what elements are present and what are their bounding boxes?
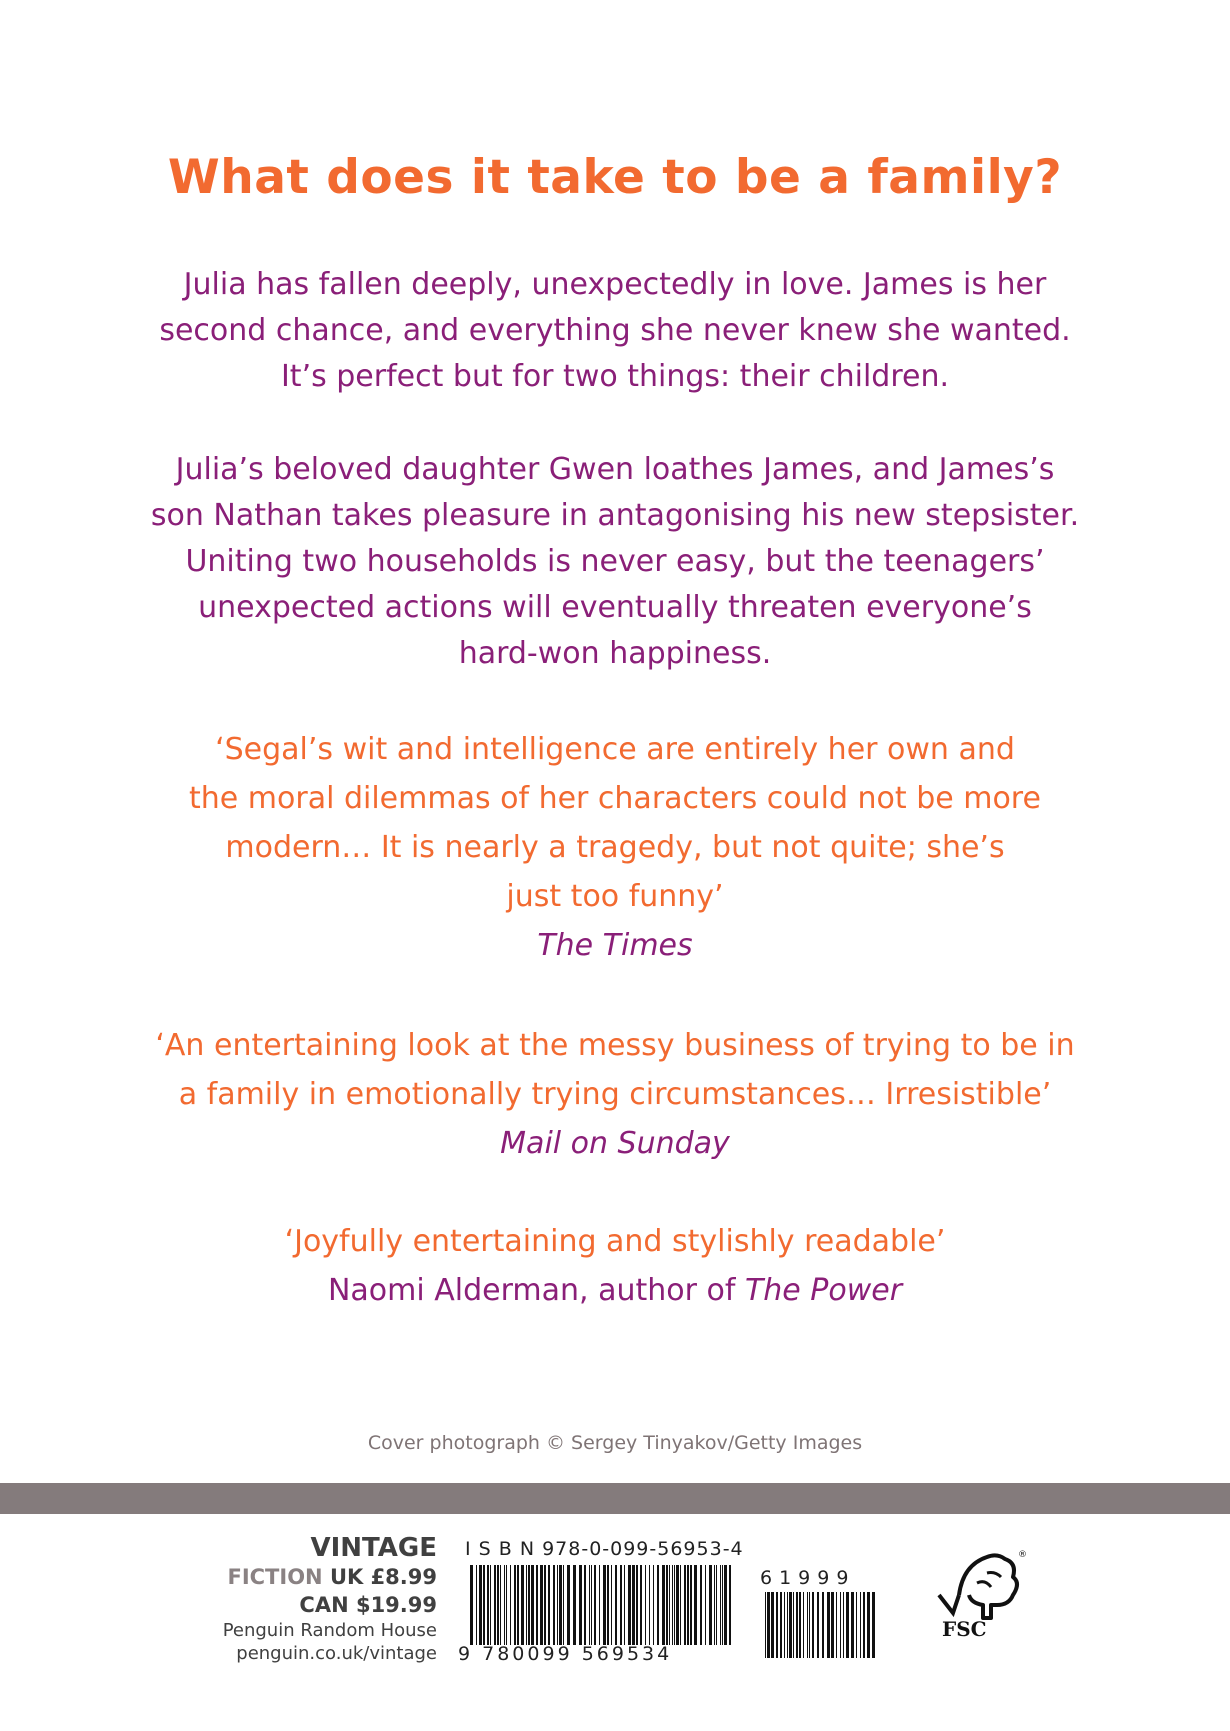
barcode-bar [807, 1592, 808, 1658]
barcode-bar [476, 1565, 477, 1645]
barcode-bar [690, 1565, 692, 1645]
blurb-line: Uniting two households is never easy, but the teenagers’ [185, 544, 1045, 579]
blurb-line: son Nathan takes pleasure in antagonising his new stepsister. [150, 498, 1080, 533]
blurb-line: second chance, and everything she never knew she wanted. [159, 313, 1071, 348]
barcode-bar [649, 1565, 650, 1645]
barcode-bar [611, 1565, 612, 1645]
barcode-bar [720, 1565, 721, 1645]
barcode-bar [700, 1565, 702, 1645]
review-quote-times [80, 725, 1150, 970]
barcode-bar [666, 1565, 668, 1645]
barcode-bar [836, 1592, 837, 1658]
barcode-bar [536, 1565, 538, 1645]
barcode-bar [615, 1565, 617, 1645]
barcode-bar [607, 1565, 609, 1645]
barcode-bar [851, 1592, 854, 1658]
barcode-bar [636, 1565, 638, 1645]
quote-source: The Times [537, 928, 693, 963]
blurb-line: Julia has fallen deeply, unexpectedly in love. James is her [183, 267, 1047, 302]
barcode-bar [531, 1565, 534, 1645]
publisher-url: penguin.co.uk/vintage [236, 1643, 437, 1664]
barcode-bar [799, 1592, 801, 1658]
barcode-bar [860, 1592, 861, 1658]
barcode-bar [517, 1565, 519, 1645]
price-addon-digits: 61999 [760, 1567, 856, 1589]
barcode-bar [494, 1565, 496, 1645]
barcode-bar [653, 1565, 654, 1645]
price-uk-row [150, 1563, 437, 1591]
barcode-bar [840, 1592, 841, 1658]
review-quote-naomi-alderman [80, 1217, 1150, 1315]
imprint-name: VINTAGE [310, 1533, 437, 1563]
barcode-bar [780, 1592, 782, 1658]
blurb-line: It’s perfect but for two things: their children. [280, 359, 950, 394]
quote-line: ‘Segal’s wit and intelligence are entirely her own and [215, 732, 1015, 767]
publisher-name: Penguin Random House [222, 1620, 437, 1641]
barcode-bar [684, 1565, 686, 1645]
registered-mark: ® [1018, 1550, 1027, 1560]
barcode-bar [709, 1565, 712, 1645]
barcode-bar [490, 1565, 491, 1645]
isbn-label: I S B N 978-0-099-56953-4 [465, 1538, 744, 1560]
quote-source: Mail on Sunday [500, 1126, 730, 1161]
quote-line: modern… It is nearly a tragedy, but not quite; she’s [225, 830, 1005, 865]
barcode-bar [680, 1565, 681, 1645]
barcode-bar [620, 1565, 622, 1645]
quote-line: ‘Joyfully entertaining and stylishly readable’ [284, 1224, 946, 1259]
quote-line: just too funny’ [506, 879, 724, 914]
barcode-bar [573, 1565, 576, 1645]
quote-attribution [80, 1266, 1150, 1315]
barcode-bar [793, 1592, 794, 1658]
barcode-bar [817, 1592, 819, 1658]
quote-line: the moral dilemmas of her characters could not be more [189, 781, 1041, 816]
barcode-bar [787, 1592, 788, 1658]
barcode-bar [722, 1565, 723, 1645]
barcode-bar [867, 1592, 870, 1658]
barcode-bar [510, 1565, 511, 1645]
barcode-bar [657, 1565, 659, 1645]
barcode-bar [669, 1565, 670, 1645]
review-quote-mail-on-sunday [80, 1021, 1150, 1168]
barcode-bar [579, 1565, 582, 1645]
barcode-bar [470, 1565, 473, 1645]
headline: What does it take to be a family? [167, 150, 1063, 205]
barcode-bar [822, 1592, 824, 1658]
barcode-bar [500, 1565, 501, 1645]
attribution-prefix: Naomi Alderman, author of [327, 1273, 745, 1308]
blurb-line: hard-won happiness. [458, 636, 772, 671]
barcode-digits: 9 780099 569534 [458, 1643, 673, 1665]
barcode-bar [544, 1565, 546, 1645]
imprint-block [150, 1533, 437, 1665]
barcode-bar [803, 1592, 804, 1658]
barcode-bar [559, 1565, 562, 1645]
barcode-bar [628, 1565, 631, 1645]
barcode-bar [872, 1592, 875, 1658]
barcode-bar [831, 1592, 834, 1658]
barcode-bar [479, 1565, 482, 1645]
barcode-bar [767, 1592, 770, 1658]
barcode-bar [603, 1565, 606, 1645]
barcode-bar [714, 1565, 715, 1645]
barcode-bar [497, 1565, 499, 1645]
barcode-bar [705, 1565, 706, 1645]
barcode-bar [557, 1565, 558, 1645]
price-uk: UK £8.99 [329, 1565, 437, 1589]
barcode-bar [672, 1565, 673, 1645]
barcode-bar [563, 1565, 564, 1645]
divider-band [0, 1483, 1230, 1514]
barcode-bar [796, 1592, 798, 1658]
barcode-bar [716, 1565, 717, 1645]
barcode-bar [687, 1565, 689, 1645]
barcode-bar [645, 1565, 646, 1645]
barcode-bar [765, 1592, 766, 1658]
barcode-bar [846, 1592, 849, 1658]
category-label: FICTION [227, 1565, 323, 1589]
barcode-bar [789, 1592, 792, 1658]
barcode-bar [863, 1592, 865, 1658]
barcode-bar [776, 1592, 778, 1658]
barcode-bar [589, 1565, 590, 1645]
barcode-bar [843, 1592, 844, 1658]
quote-line: a family in emotionally trying circumstances… Irresistible’ [178, 1077, 1052, 1112]
barcode-bar [514, 1565, 516, 1645]
barcode-bar [827, 1592, 830, 1658]
price-addon-barcode [765, 1592, 880, 1658]
barcode-bar [584, 1565, 586, 1645]
barcode-bar [540, 1565, 543, 1645]
barcode-bar [599, 1565, 600, 1645]
barcode-bar [487, 1565, 489, 1645]
barcode-bar [624, 1565, 625, 1645]
barcode-bar [528, 1565, 530, 1645]
blurb-line: unexpected actions will eventually threaten everyone’s [198, 590, 1032, 625]
barcode-bar [640, 1565, 642, 1645]
barcode-bar [809, 1592, 810, 1658]
barcode-bar [506, 1565, 507, 1645]
barcode-bar [526, 1565, 527, 1645]
price-can: CAN $19.99 [299, 1593, 437, 1617]
barcode-bar [632, 1565, 635, 1645]
barcode-bar [694, 1565, 697, 1645]
barcode-bar [548, 1565, 550, 1645]
blurb-paragraph-1 [90, 262, 1140, 400]
barcode-bar [812, 1592, 814, 1658]
barcode-bar [784, 1592, 785, 1658]
blurb-paragraph-2 [90, 447, 1140, 677]
cover-credit: Cover photograph © Sergey Tinyakov/Getty Images [367, 1432, 863, 1454]
barcode-bar [567, 1565, 570, 1645]
barcode-bar [483, 1565, 485, 1645]
barcode-bar [856, 1592, 857, 1658]
barcode-bar [724, 1565, 727, 1645]
barcode-bar [771, 1592, 774, 1658]
barcode-bar [674, 1565, 675, 1645]
barcode-bar [553, 1565, 555, 1645]
quote-line: ‘An entertaining look at the messy business of trying to be in [155, 1028, 1075, 1063]
barcode-bar [504, 1565, 505, 1645]
ean-barcode [470, 1565, 733, 1645]
barcode-bar [521, 1565, 524, 1645]
barcode-bar [676, 1565, 679, 1645]
barcode-bar [594, 1565, 596, 1645]
blurb-line: Julia’s beloved daughter Gwen loathes James, and James’s [175, 452, 1055, 487]
barcode-bar [662, 1565, 665, 1645]
barcode-bar [591, 1565, 592, 1645]
attribution-title: The Power [744, 1273, 903, 1308]
barcode-bar [729, 1565, 731, 1645]
fsc-label: FSC [942, 1617, 987, 1641]
